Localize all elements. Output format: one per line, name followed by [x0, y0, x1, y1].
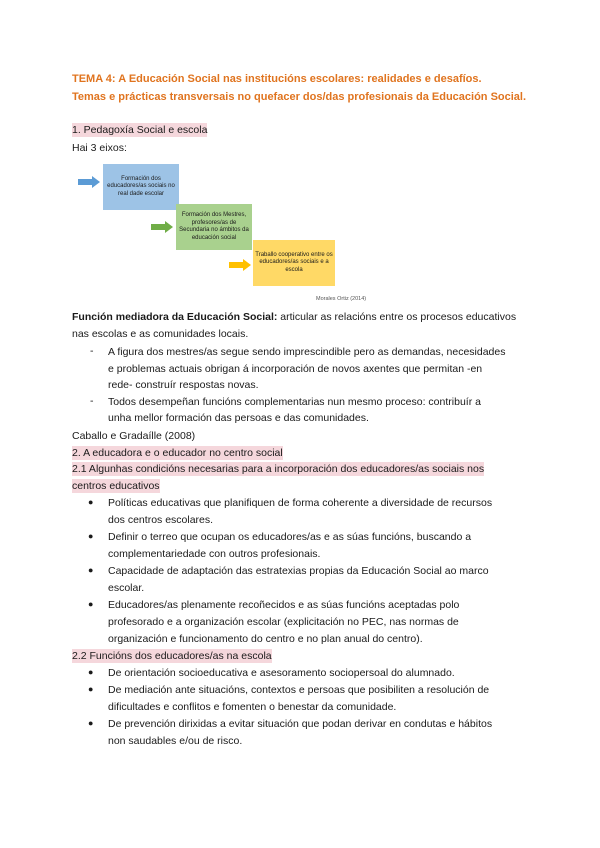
diagram-caption: Morales Ortiz (2014)	[316, 296, 367, 302]
section-2-1-heading-line-1: 2.1 Algunhas condicións necesarias para a incorporación dos educadores/as sociais nos	[72, 463, 485, 475]
dash-item-2-line-2: unha mellor formación das persoas e das comunidades.	[108, 412, 369, 424]
s21-bullet-3-line-1: Capacidade de adaptación das estratexias propias da Educación Social ao marco	[108, 565, 489, 577]
bullet-icon: ●	[88, 599, 94, 609]
s22-bullet-3-line-1: De prevención dirixidas a evitar situación que podan derivar en condutas e hábitos	[108, 718, 493, 730]
bullet-icon: ●	[88, 684, 94, 694]
arrow-icon-3	[229, 259, 251, 271]
diagram-box-1	[103, 164, 179, 210]
diagram-box-2	[176, 204, 252, 250]
s21-bullet-2-line-1: Definir o terreo que ocupan os educadores/as e as súas funcións, buscando a	[108, 531, 472, 543]
section-2-1-heading-line-2: centros educativos	[72, 480, 160, 492]
mediadora-line-2: nas escolas e as comunidades locais.	[72, 328, 249, 340]
s21-bullet-4-line-2: profesorado e a organización escolar (explicitación no PEC, nas normas de	[108, 616, 459, 628]
document-title-line-1: TEMA 4: A Educación Social nas institucións escolares: realidades e desafíos.	[72, 73, 482, 85]
bullet-icon: ●	[88, 667, 94, 677]
dash-marker: -	[90, 345, 94, 357]
dash-item-1-line-1: A figura dos mestres/as segue sendo imprescindible pero as demandas, necesidades	[108, 346, 506, 358]
dash-marker: -	[90, 395, 94, 407]
arrow-icon-2	[151, 221, 173, 233]
s22-bullet-2-line-2: dificultades e conflitos e fomenten o benestar da comunidade.	[108, 701, 397, 713]
s21-bullet-4-line-1: Educadores/as plenamente recoñecidos e as súas funcións aceptadas polo	[108, 599, 460, 611]
bullet-icon: ●	[88, 497, 94, 507]
diagram-box-1-text: Formación dos educadores/as sociais no real dade escolar	[107, 175, 175, 197]
section-1-heading: 1. Pedagoxía Social e escola	[72, 124, 208, 136]
s21-bullet-2-line-2: complementariedade con outros profesionais.	[108, 548, 321, 560]
bullet-icon: ●	[88, 718, 94, 728]
s21-bullet-1-line-2: dos centros escolares.	[108, 514, 214, 526]
bullet-icon: ●	[88, 531, 94, 541]
arrow-icon-1	[78, 176, 100, 188]
diagram-box-2-text: Formación dos Mestres, profesores/as de Secundaria no ámbitos da educación social	[179, 212, 249, 241]
bullet-icon: ●	[88, 565, 94, 575]
mediadora-rest: articular as relacións entre os procesos educativos	[277, 311, 517, 323]
dash-item-1-line-3: rede- construír respostas novas.	[108, 379, 259, 391]
diagram-box-3	[253, 240, 335, 286]
section-2-heading: 2. A educadora e o educador no centro social	[72, 447, 283, 459]
s22-bullet-1-line-1: De orientación socioeducativa e asesoramento sociopersoal do alumnado.	[108, 667, 455, 679]
s21-bullet-1-line-1: Políticas educativas que planifiquen de forma coherente a diversidade de recursos	[108, 497, 493, 509]
dash-item-1-line-2: e problemas actuais obrigan á incorporación de novos axentes que permitan -en	[108, 363, 483, 375]
s21-bullet-3-line-2: escolar.	[108, 582, 145, 594]
diagram-box-3-text: Traballo cooperativo entre os educadores/as sociais e a escola	[255, 251, 333, 273]
s22-bullet-2-line-1: De mediación ante situacións, contextos e persoas que posibiliten a resolución de	[108, 684, 490, 696]
document-title-line-2: Temas e prácticas transversais no quefacer dos/das profesionais da Educación Social.	[72, 91, 527, 103]
mediadora-bold: Función mediadora da Educación Social:	[72, 311, 278, 323]
s21-bullet-4-line-3: organización e funcionamento do centro e no plan anual do centro).	[108, 633, 423, 645]
section-1-intro: Hai 3 eixos:	[72, 142, 127, 154]
dash-item-2-line-1: Todos desempeñan funcións complementarias nun mesmo proceso: contribuír a	[108, 396, 481, 408]
section-2-2-heading: 2.2 Funcións dos educadores/as na escola	[72, 650, 272, 662]
citation: Caballo e Gradaílle (2008)	[72, 430, 196, 442]
s22-bullet-3-line-2: non saudables e/ou de risco.	[108, 735, 243, 747]
mediadora-line-1	[72, 310, 516, 324]
